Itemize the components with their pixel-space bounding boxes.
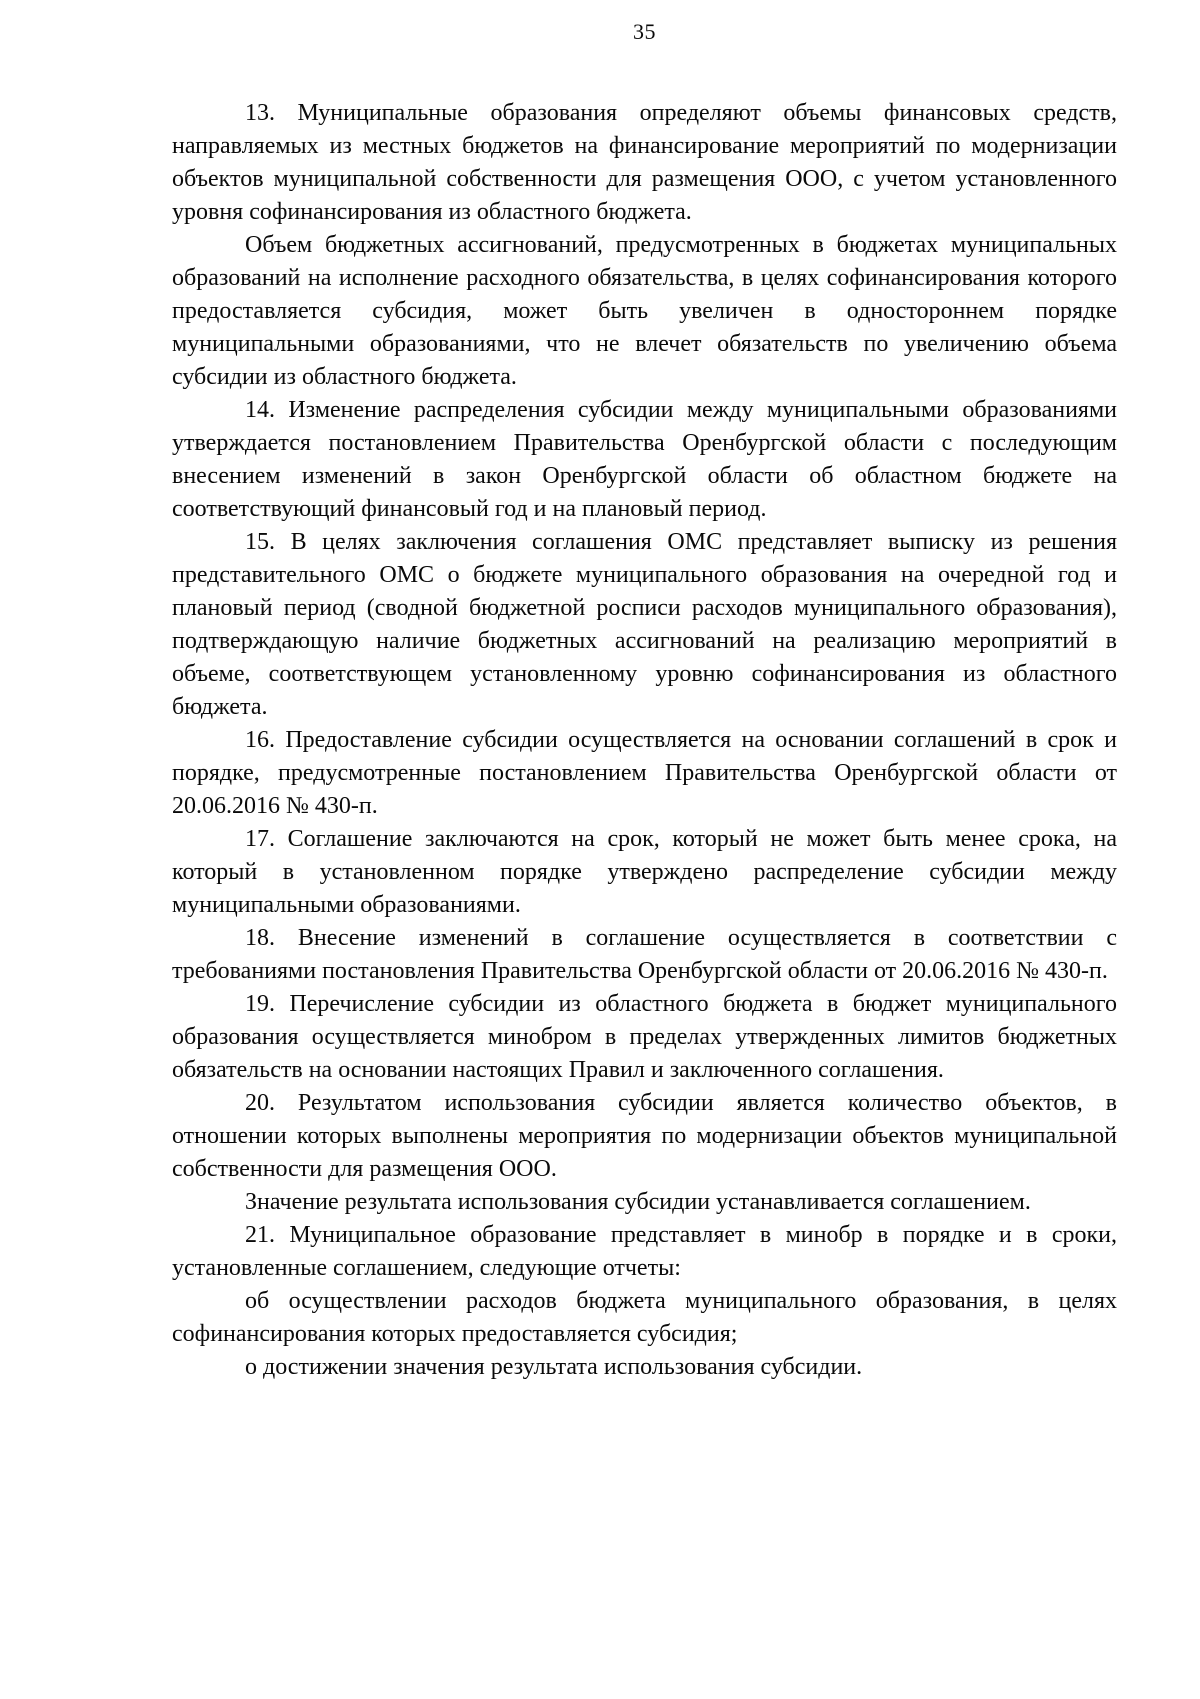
paragraph: об осуществлении расходов бюджета муниципального образования, в целях софинансирования которых предоставляется субсидия; xyxy=(172,1288,1117,1347)
paragraph: 17. Соглашение заключаются на срок, который не может быть менее срока, на который в установленном порядке утверждено распределение субсидии между муниципальными образованиями. xyxy=(172,826,1117,918)
paragraph: 15. В целях заключения соглашения ОМС представляет выписку из решения представительного ОМС о бюджете муниципального образования на очередной год и плановый период (сводной бюджетной росписи расходов муниципального образования), подтверждающую наличие бюджетных ассигнований на реализацию мероприятий в объеме, соответствующем установленному уровню софинансирования из областного бюджета. xyxy=(172,529,1117,720)
paragraph: 21. Муниципальное образование представляет в минобр в порядке и в сроки, установленные соглашением, следующие отчеты: xyxy=(172,1222,1117,1281)
paragraph: 14. Изменение распределения субсидии между муниципальными образованиями утверждается постановлением Правительства Оренбургской области с последующим внесением изменений в закон Оренбургской области об областном бюджете на соответствующий финансовый год и на плановый период. xyxy=(172,397,1117,522)
page-number: 35 xyxy=(633,19,656,44)
paragraph: 16. Предоставление субсидии осуществляется на основании соглашений в срок и порядке, предусмотренные постановлением Правительства Оренбургской области от 20.06.2016 № 430-п. xyxy=(172,727,1117,819)
paragraph: 13. Муниципальные образования определяют объемы финансовых средств, направляемых из местных бюджетов на финансирование мероприятий по модернизации объектов муниципальной собственности для размещения ООО, с учетом установленного уровня софинансирования из областного бюджета. xyxy=(172,100,1117,225)
paragraph: о достижении значения результата использования субсидии. xyxy=(245,1354,863,1380)
paragraph: Объем бюджетных ассигнований, предусмотренных в бюджетах муниципальных образований на исполнение расходного обязательства, в целях софинансирования которого предоставляется субсидия, может быть увеличен в одностороннем порядке муниципальными образованиями, что не влечет обязательств по увеличению объема субсидии из областного бюджета. xyxy=(172,232,1117,390)
paragraph: Значение результата использования субсидии устанавливается соглашением. xyxy=(245,1189,1031,1215)
paragraph: 20. Результатом использования субсидии является количество объектов, в отношении которых выполнены мероприятия по модернизации объектов муниципальной собственности для размещения ООО. xyxy=(172,1090,1117,1182)
paragraph: 19. Перечисление субсидии из областного бюджета в бюджет муниципального образования осуществляется минобром в пределах утвержденных лимитов бюджетных обязательств на основании настоящих Правил и заключенного соглашения. xyxy=(172,991,1117,1083)
paragraph: 18. Внесение изменений в соглашение осуществляется в соответствии с требованиями постановления Правительства Оренбургской области от 20.06.2016 № 430-п. xyxy=(172,925,1117,984)
document-content xyxy=(172,97,1117,1384)
